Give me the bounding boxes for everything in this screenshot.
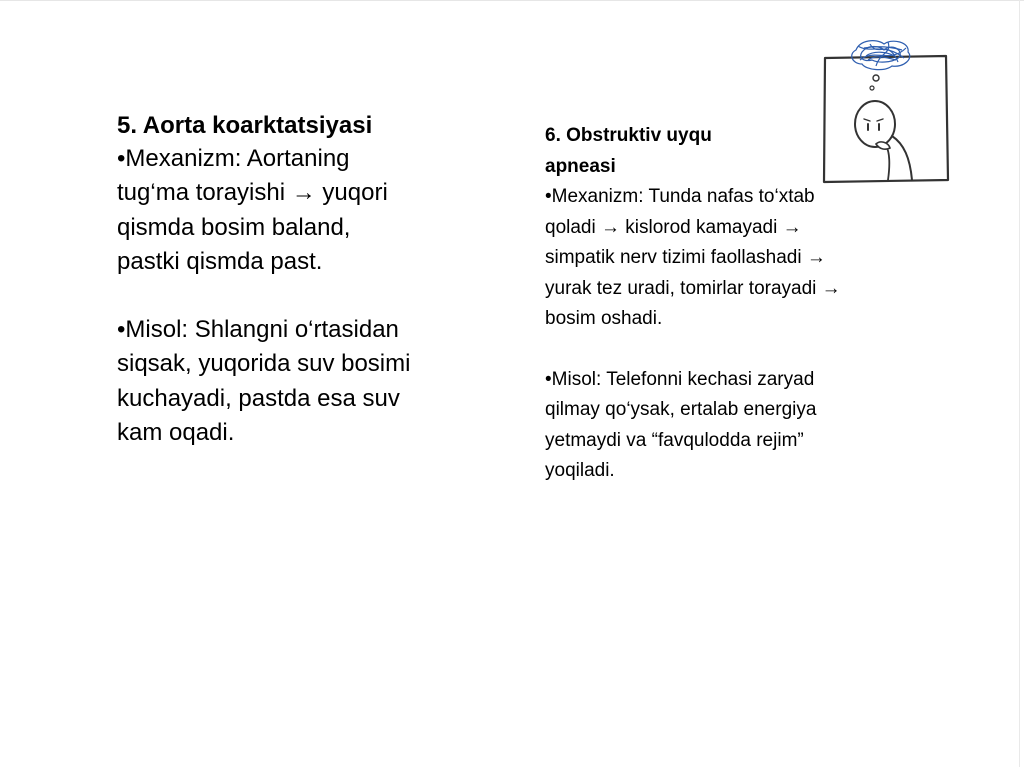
slide-top-edge bbox=[0, 0, 1024, 1]
left-spacer bbox=[117, 279, 417, 313]
left-heading: 5. Aorta koarktatsiyasi bbox=[117, 112, 373, 139]
left-mechanism: •Mexanizm: Aortaning tug‘ma torayishi → yuqori qismda bosim baland, pastki qismda past. bbox=[117, 145, 388, 275]
right-mechanism: •Mexanizm: Tunda nafas to‘xtab qoladi → kislorod kamayadi → simpatik nerv tizimi faollashadi → yurak tez uradi, tomirlar torayadi → bosim oshadi. bbox=[545, 186, 841, 329]
right-example: •Misol: Telefonni kechasi zaryad qilmay qo‘ysak, ertalab energiya yetmaydi va “favqulodda rejim” yoqiladi. bbox=[545, 368, 817, 481]
worried-person-thought-bubble-icon bbox=[818, 40, 958, 190]
left-text-block bbox=[117, 110, 417, 450]
right-spacer bbox=[545, 335, 865, 365]
right-heading: 6. Obstruktiv uyqu apneasi bbox=[545, 125, 712, 177]
right-text-block bbox=[545, 121, 865, 487]
left-example: •Misol: Shlangni o‘rtasidan siqsak, yuqorida suv bosimi kuchayadi, pastda esa suv kam oqadi. bbox=[117, 316, 411, 447]
slide-right-edge bbox=[1019, 0, 1020, 767]
